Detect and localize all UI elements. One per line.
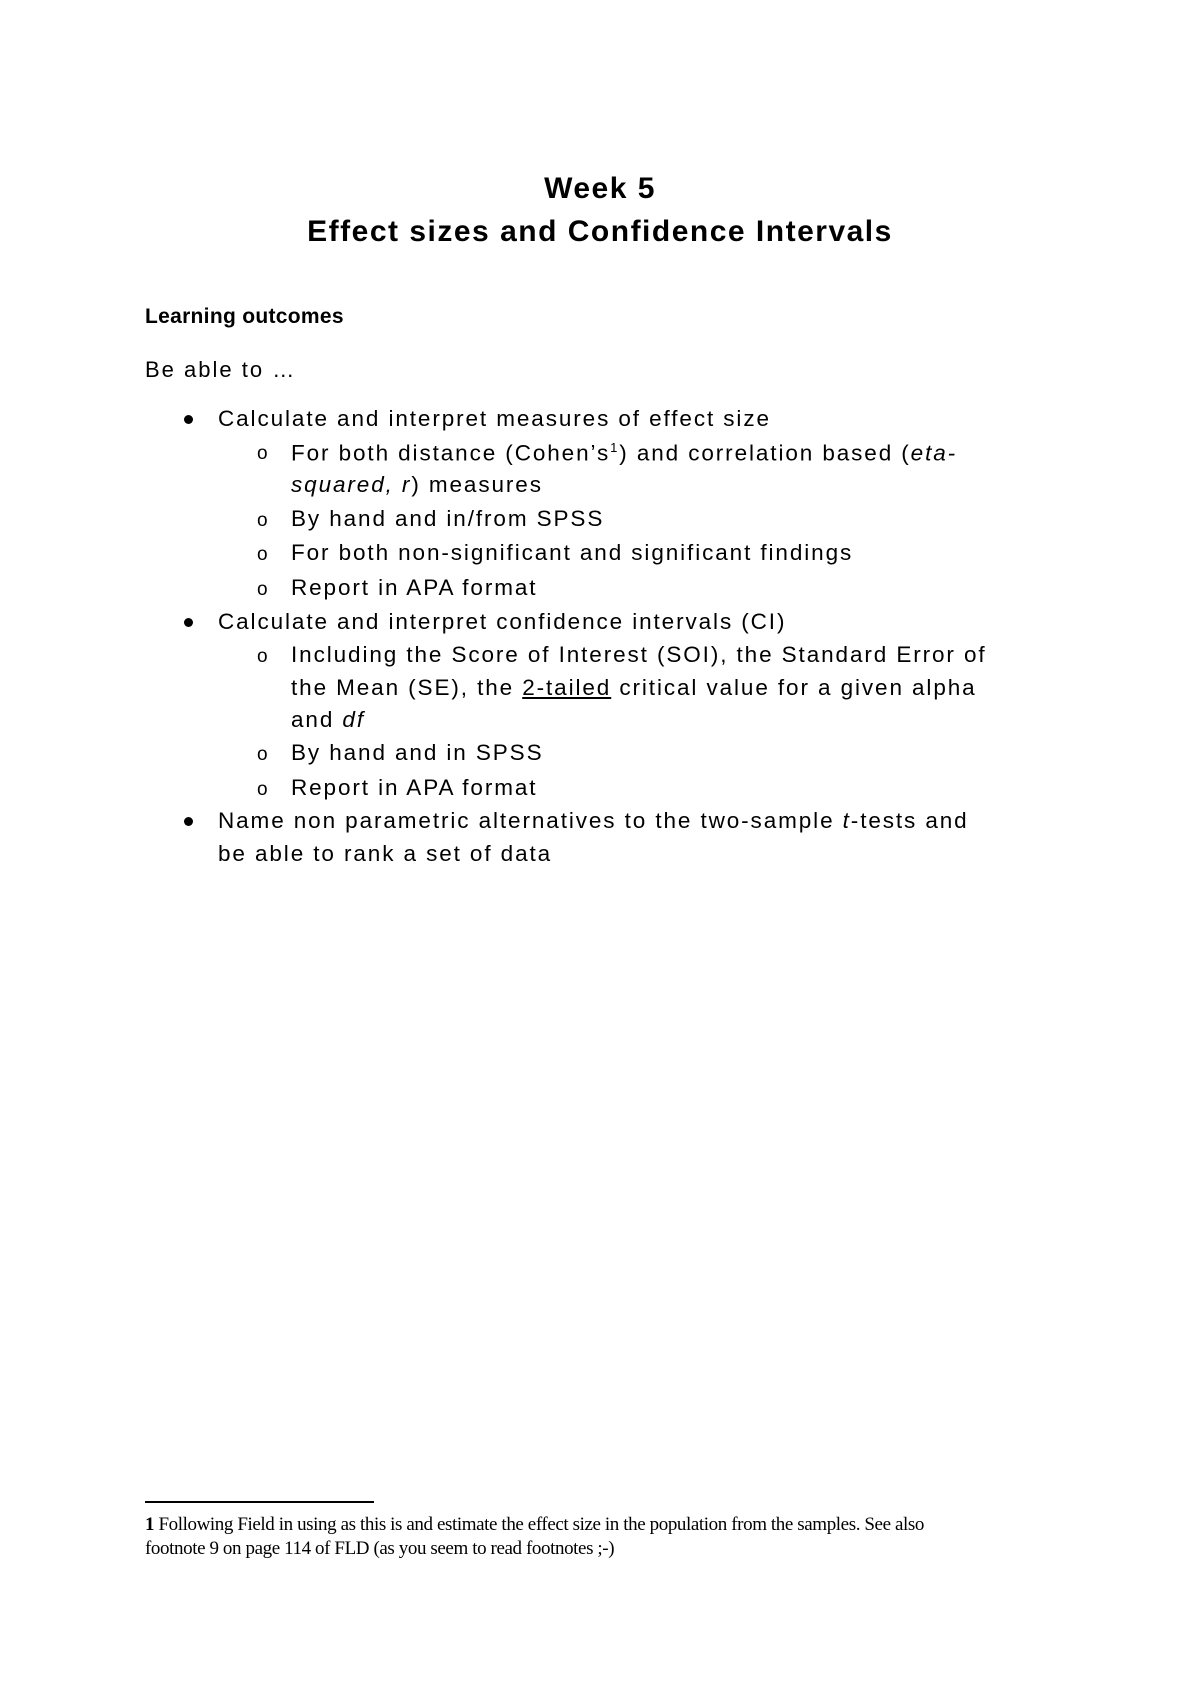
page-title-topic: Effect sizes and Confidence Intervals [307,215,893,248]
sub-bullet-marker: o [257,646,268,667]
bullet-dot [184,415,193,424]
outcome-effect-size: Calculate and interpret measures of effect size [218,406,771,431]
footnote-separator [145,1501,374,1503]
sub-outcome-soi-se-cont: the Mean (SE), the 2-tailed critical value for a given alpha [291,675,977,700]
footnote-ref: 1 [610,440,620,455]
bullet-dot [184,817,193,826]
section-heading: Learning outcomes [145,305,344,328]
bullet-dot [184,618,193,627]
sub-bullet-marker: o [257,544,268,565]
sub-outcome-apa-2: Report in APA format [291,775,538,800]
outcome-nonparametric: Name non parametric alternatives to the two-sample t-tests and [218,808,969,833]
intro-text: Be able to … [145,357,297,382]
sub-outcome-apa: Report in APA format [291,575,538,600]
outcome-confidence-intervals: Calculate and interpret confidence intervals (CI) [218,609,787,634]
sub-outcome-by-hand-spss-2: By hand and in SPSS [291,740,544,765]
sub-outcome-distance-correlation-cont: squared, r) measures [291,472,543,497]
sub-outcome-by-hand-spss: By hand and in/from SPSS [291,506,605,531]
sub-outcome-soi-se-cont2: and df [291,707,365,732]
sub-bullet-marker: o [257,744,268,765]
sub-outcome-distance-correlation: For both distance $(Cohen’s^1)$ and correlation based (eta- [291,440,958,466]
sub-bullet-marker: o [257,443,268,464]
footnote-line-2: footnote 9 on page 114 of FLD (as you seem to read footnotes ;-) [145,1538,615,1559]
sub-outcome-findings: For both non-significant and significant findings [291,540,854,565]
page-title-week: Week 5 [544,172,656,205]
outcome-nonparametric-cont: be able to rank a set of data [218,841,553,866]
sub-outcome-soi-se: Including the Score of Interest (SOI), the Standard Error of [291,642,987,667]
sub-bullet-marker: o [257,779,268,800]
footnote-line-1: 1 Following Field in using as this is and estimate the effect size in the population from the samples. See also [145,1514,924,1535]
sub-bullet-marker: o [257,510,268,531]
sub-bullet-marker: o [257,579,268,600]
